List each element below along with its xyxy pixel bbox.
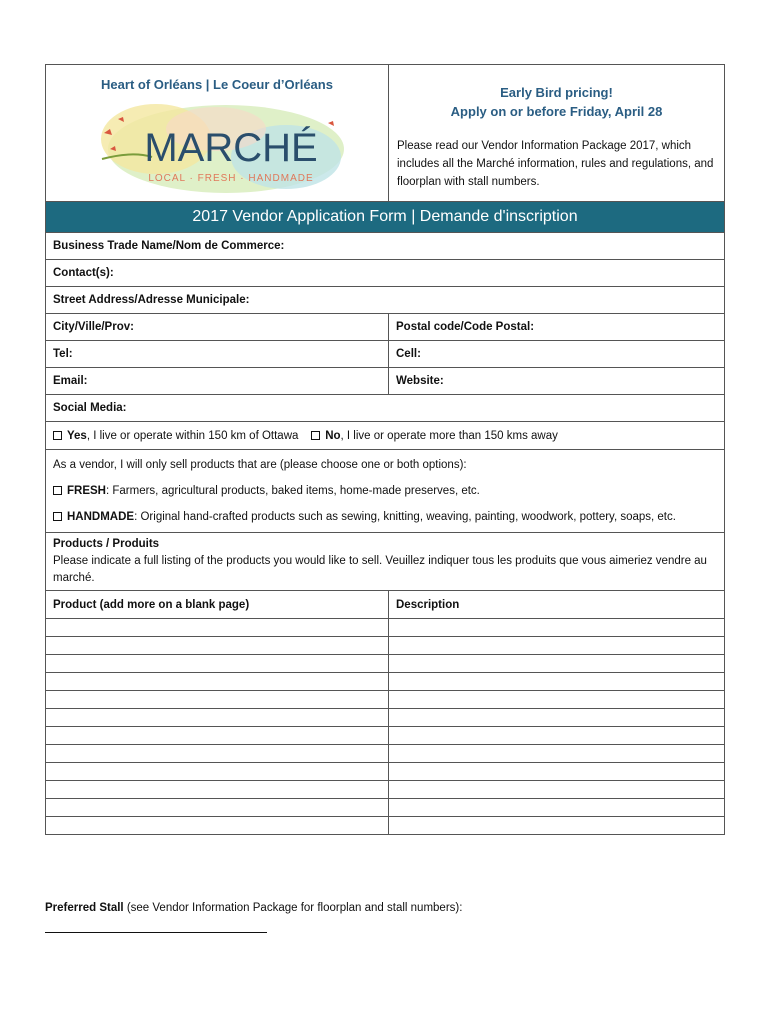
tel-field[interactable]: Tel: — [46, 341, 389, 368]
description-cell[interactable] — [389, 817, 725, 835]
product-cell[interactable] — [46, 799, 389, 817]
social-media-field[interactable]: Social Media: — [46, 395, 725, 422]
street-address-field[interactable]: Street Address/Adresse Municipale: — [46, 287, 725, 314]
tagline: Heart of Orléans | Le Coeur d’Orléans — [101, 77, 333, 92]
product-row — [46, 763, 725, 781]
early-bird-line1: Early Bird pricing! — [500, 85, 613, 100]
product-row — [46, 691, 725, 709]
product-row — [46, 673, 725, 691]
description-cell[interactable] — [389, 745, 725, 763]
form-title: 2017 Vendor Application Form | Demande d'inscription — [46, 202, 725, 233]
postal-code-field[interactable]: Postal code/Code Postal: — [389, 314, 725, 341]
product-cell[interactable] — [46, 637, 389, 655]
product-type-options — [46, 450, 725, 533]
logo-word: MARCHÉ — [144, 126, 318, 170]
products-note: Please indicate a full listing of the products you would like to sell. Veuillez indiquer tous les produits que vous aimeriez vendre au marché. — [53, 555, 707, 584]
marche-logo — [96, 99, 346, 199]
product-cell[interactable] — [46, 781, 389, 799]
intro-text: Please read our Vendor Information Package 2017, which includes all the Marché information, rules and regulations, and floorplan with stall numbers. — [397, 140, 714, 188]
logo-subtitle: LOCAL · FRESH · HANDMADE — [148, 173, 314, 184]
product-row — [46, 727, 725, 745]
header-left-cell — [46, 65, 389, 202]
header-right-cell — [389, 65, 725, 202]
early-bird-line2: Apply on or before Friday, April 28 — [450, 104, 663, 119]
product-row — [46, 655, 725, 673]
fresh-option[interactable]: FRESH: Farmers, agricultural products, baked items, home-made preserves, etc. — [53, 482, 717, 500]
application-form — [45, 64, 725, 835]
product-cell[interactable] — [46, 727, 389, 745]
product-cell[interactable] — [46, 745, 389, 763]
handmade-option[interactable]: HANDMADE: Original hand-crafted products such as sewing, knitting, weaving, painting, woodwork, pottery, soaps, etc. — [53, 508, 717, 526]
no-option[interactable]: No, I live or operate more than 150 kms away — [311, 430, 558, 442]
description-cell[interactable] — [389, 799, 725, 817]
product-cell[interactable] — [46, 655, 389, 673]
checkbox-icon[interactable] — [53, 431, 62, 440]
email-field[interactable]: Email: — [46, 368, 389, 395]
description-cell[interactable] — [389, 763, 725, 781]
description-cell[interactable] — [389, 781, 725, 799]
description-cell[interactable] — [389, 709, 725, 727]
website-field[interactable]: Website: — [389, 368, 725, 395]
checkbox-icon[interactable] — [53, 512, 62, 521]
product-row — [46, 817, 725, 835]
product-row — [46, 781, 725, 799]
description-cell[interactable] — [389, 655, 725, 673]
description-cell[interactable] — [389, 673, 725, 691]
product-row — [46, 637, 725, 655]
city-field[interactable]: City/Ville/Prov: — [46, 314, 389, 341]
stall-note: (see Vendor Information Package for floorplan and stall numbers): — [123, 902, 463, 914]
vendor-note: As a vendor, I will only sell products that are (please choose one or both options): — [53, 459, 467, 471]
product-row — [46, 799, 725, 817]
product-row — [46, 619, 725, 637]
products-section — [46, 533, 725, 591]
description-cell[interactable] — [389, 619, 725, 637]
stall-label: Preferred Stall — [45, 902, 124, 914]
business-name-field[interactable]: Business Trade Name/Nom de Commerce: — [46, 233, 725, 260]
description-cell[interactable] — [389, 691, 725, 709]
product-row — [46, 709, 725, 727]
distance-options — [46, 422, 725, 450]
cell-field[interactable]: Cell: — [389, 341, 725, 368]
products-title: Products / Produits — [53, 538, 160, 550]
contacts-field[interactable]: Contact(s): — [46, 260, 725, 287]
description-column-header: Description — [389, 591, 725, 619]
preferred-stall — [45, 897, 462, 941]
product-cell[interactable] — [46, 619, 389, 637]
description-cell[interactable] — [389, 727, 725, 745]
product-cell[interactable] — [46, 673, 389, 691]
product-column-header: Product (add more on a blank page) — [46, 591, 389, 619]
stall-answer-line[interactable] — [45, 922, 267, 933]
product-cell[interactable] — [46, 817, 389, 835]
yes-option[interactable]: Yes, I live or operate within 150 km of Ottawa — [53, 430, 298, 442]
product-cell[interactable] — [46, 709, 389, 727]
product-cell[interactable] — [46, 763, 389, 781]
early-bird-notice — [389, 83, 724, 121]
product-cell[interactable] — [46, 691, 389, 709]
description-cell[interactable] — [389, 637, 725, 655]
checkbox-icon[interactable] — [311, 431, 320, 440]
checkbox-icon[interactable] — [53, 486, 62, 495]
product-row — [46, 745, 725, 763]
